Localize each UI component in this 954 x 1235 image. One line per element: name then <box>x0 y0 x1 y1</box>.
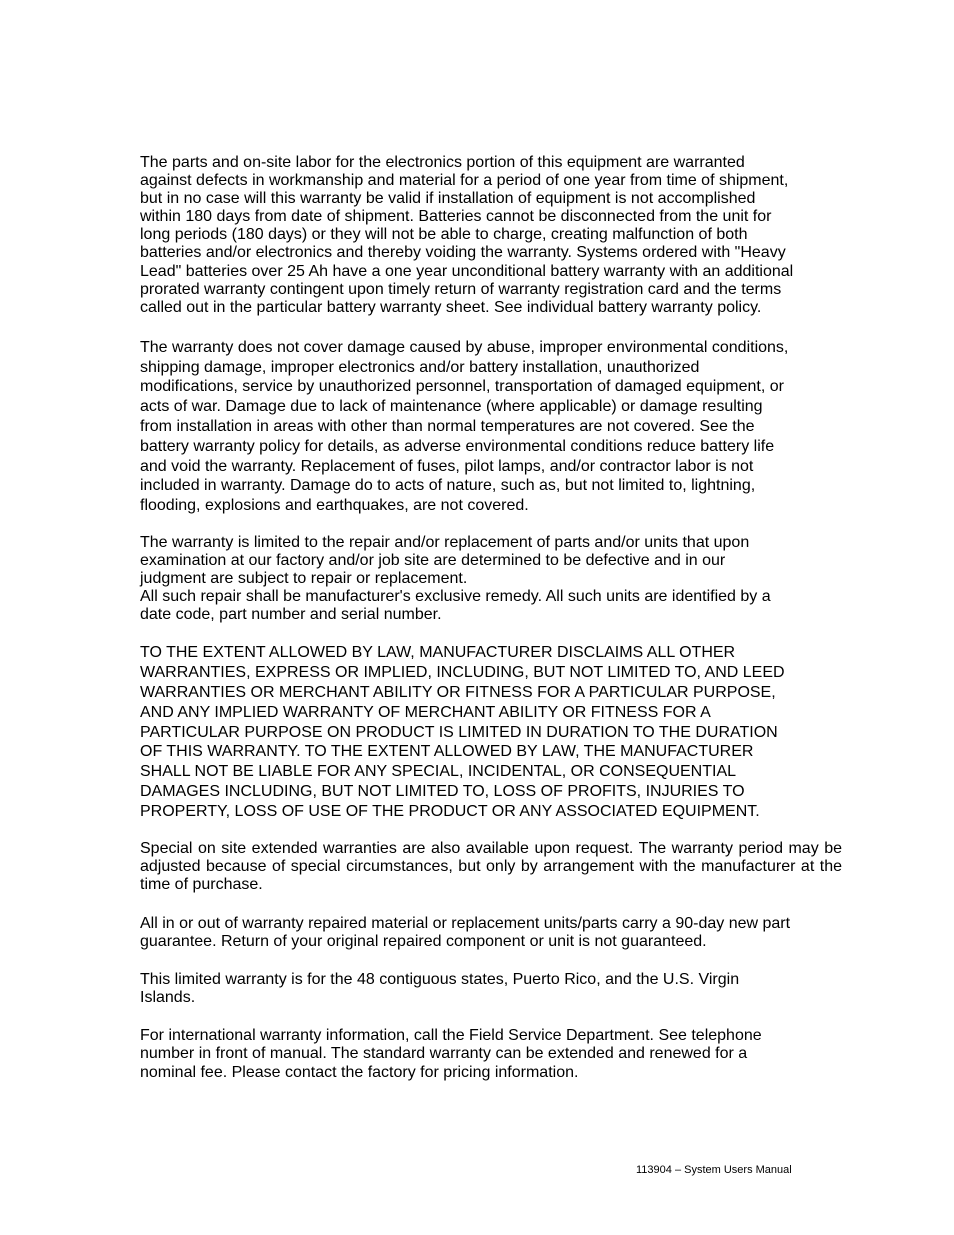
text-line: and void the warranty. Replacement of fuses, pilot lamps, and/or contractor labor is not <box>140 457 754 475</box>
text-line: guarantee. Return of your original repaired component or unit is not guaranteed. <box>140 933 707 951</box>
text-line: batteries and/or electronics and thereby voiding the warranty. Systems ordered with "Heavy <box>140 244 786 262</box>
paragraph-spacer <box>140 1007 842 1027</box>
paragraph-international <box>140 1027 842 1081</box>
paragraph-warranty-remedy <box>140 534 842 624</box>
text-line: but in no case will this warranty be valid if installation of equipment is not accomplished <box>140 190 756 208</box>
text-line: For international warranty information, call the Field Service Department. See telephone <box>140 1027 762 1045</box>
text-line: SHALL NOT BE LIABLE FOR ANY SPECIAL, INCIDENTAL, OR CONSEQUENTIAL <box>140 763 737 781</box>
paragraph-warranty-disclaimer <box>140 643 842 821</box>
text-line: All such repair shall be manufacturer's exclusive remedy. All such units are identified by a <box>140 588 771 606</box>
text-line: All in or out of warranty repaired material or replacement units/parts carry a 90-day new part <box>140 914 791 932</box>
document-body <box>140 154 842 1082</box>
paragraph-spacer <box>140 894 842 915</box>
paragraph-repaired-parts <box>140 915 842 951</box>
text-line: included in warranty. Damage do to acts of nature, such as, but not limited to, lightning, <box>140 477 756 495</box>
text-line: long periods (180 days) or they will not be able to charge, creating malfunction of both <box>140 226 748 244</box>
text-line: called out in the particular battery warranty sheet. See individual battery warranty policy. <box>140 298 762 316</box>
paragraph-spacer <box>140 822 842 840</box>
text-line: PARTICULAR PURPOSE ON PRODUCT IS LIMITED IN DURATION TO THE DURATION <box>140 723 778 741</box>
text-line: nominal fee. Please contact the factory for pricing information. <box>140 1063 579 1081</box>
paragraph-spacer <box>140 516 842 534</box>
paragraph-warranty-exclusions <box>140 338 842 516</box>
paragraph-warranty-coverage <box>140 154 842 317</box>
text-line: OF THIS WARRANTY. TO THE EXTENT ALLOWED BY LAW, THE MANUFACTURER <box>140 743 754 761</box>
text-line: flooding, explosions and earthquakes, are not covered. <box>140 497 529 515</box>
text-line: judgment are subject to repair or replacement. <box>140 570 468 588</box>
text-line: number in front of manual. The standard warranty can be extended and renewed for a <box>140 1045 748 1063</box>
text-line: prorated warranty contingent upon timely return of warranty registration card and the terms <box>140 280 782 298</box>
text-line: Islands. <box>140 989 196 1007</box>
paragraph-spacer <box>140 317 842 338</box>
text-line: modifications, service by unauthorized personnel, transportation of damaged equipment, or <box>140 378 784 396</box>
text-line: from installation in areas with other than normal temperatures are not covered. See the <box>140 418 755 436</box>
text-line: Lead" batteries over 25 Ah have a one year unconditional battery warranty with an additional <box>140 262 794 280</box>
text-line: TO THE EXTENT ALLOWED BY LAW, MANUFACTURER DISCLAIMS ALL OTHER <box>140 644 736 662</box>
text-line: shipping damage, improper electronics and/or battery installation, unauthorized <box>140 358 700 376</box>
paragraph-coverage-area <box>140 971 842 1007</box>
paragraph-extended-warranties: Special on site extended warranties are also available upon request. The warranty period may be adjusted because of special circumstances, but only by arrangement with the manufacturer at the time of purchase. <box>140 839 842 893</box>
page-footer: 113904 – System Users Manual <box>636 1164 792 1176</box>
text-line: date code, part number and serial number. <box>140 606 442 624</box>
text-line: The warranty does not cover damage caused by abuse, improper environmental conditions, <box>140 338 789 356</box>
text-line: The warranty is limited to the repair and/or replacement of parts and/or units that upon <box>140 534 750 552</box>
text-line: AND ANY IMPLIED WARRANTY OF MERCHANT ABILITY OR FITNESS FOR A <box>140 703 711 721</box>
text-line: The parts and on-site labor for the electronics portion of this equipment are warranted <box>140 154 745 171</box>
paragraph-spacer <box>140 951 842 971</box>
paragraph-spacer <box>140 624 842 643</box>
text-line: DAMAGES INCLUDING, BUT NOT LIMITED TO, LOSS OF PROFITS, INJURIES TO <box>140 783 745 801</box>
text-line: WARRANTIES, EXPRESS OR IMPLIED, INCLUDING, BUT NOT LIMITED TO, AND LEED <box>140 664 785 682</box>
text-line: acts of war. Damage due to lack of maintenance (where applicable) or damage resulting <box>140 398 763 416</box>
text-line: PROPERTY, LOSS OF USE OF THE PRODUCT OR ANY ASSOCIATED EQUIPMENT. <box>140 802 760 820</box>
text-line: within 180 days from date of shipment. Batteries cannot be disconnected from the unit for <box>140 208 772 226</box>
text-line: battery warranty policy for details, as adverse environmental conditions reduce battery life <box>140 437 775 455</box>
text-line: against defects in workmanship and material for a period of one year from time of shipment, <box>140 172 789 190</box>
text-line: This limited warranty is for the 48 contiguous states, Puerto Rico, and the U.S. Virgin <box>140 971 740 989</box>
text-line: examination at our factory and/or job site are determined to be defective and in our <box>140 552 726 570</box>
text-line: WARRANTIES OR MERCHANT ABILITY OR FITNESS FOR A PARTICULAR PURPOSE, <box>140 684 776 702</box>
